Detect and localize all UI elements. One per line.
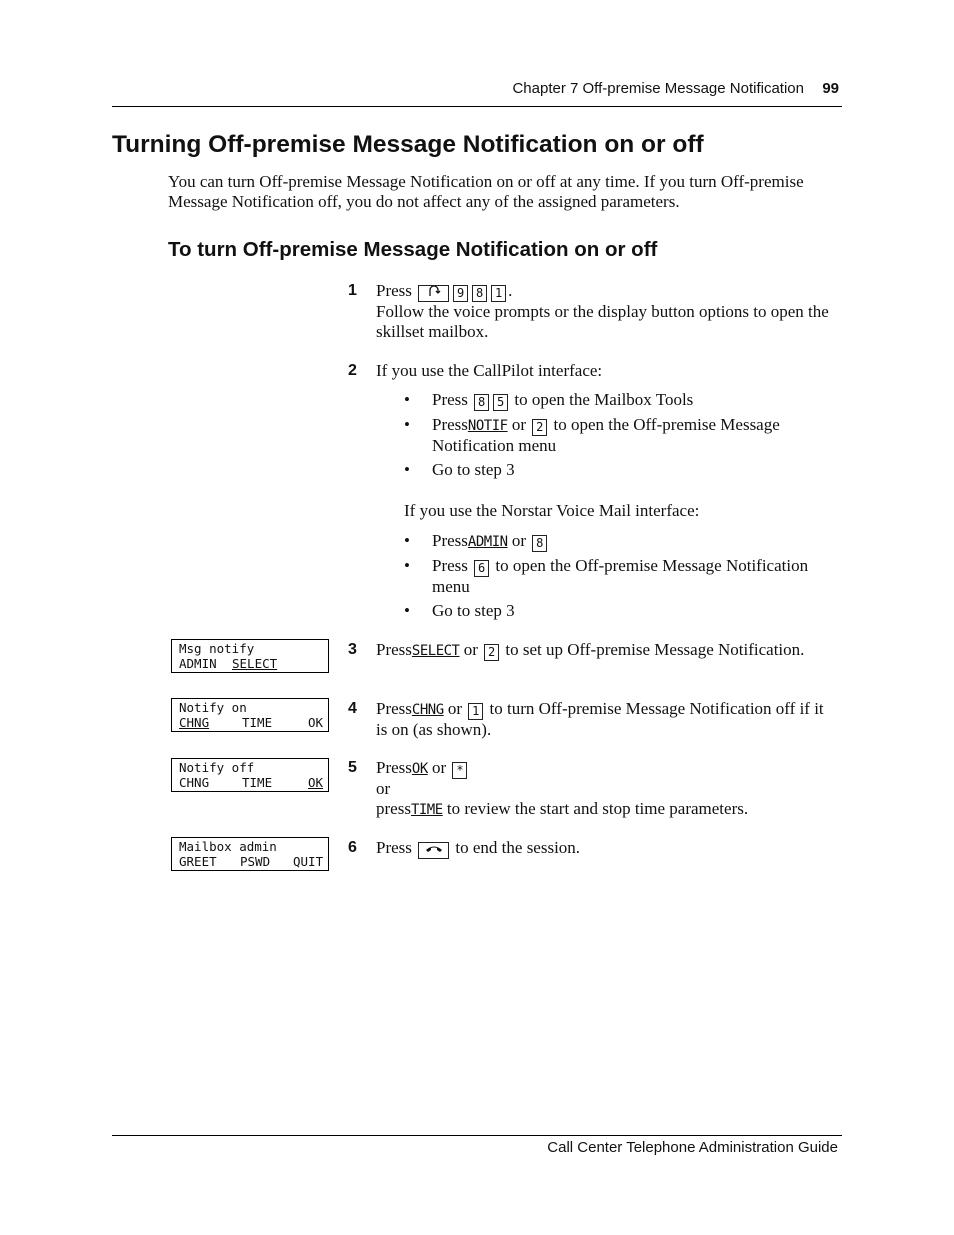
display-line: Notify on (179, 700, 247, 715)
bullet: • (404, 460, 410, 479)
display-softkey-chng: CHNG (179, 775, 210, 790)
release-key (418, 842, 449, 859)
press-label: Press (376, 758, 412, 777)
press-label: Press (432, 556, 468, 575)
dial-key-1: 1 (491, 285, 506, 302)
softkey-chng: CHNG (411, 702, 444, 718)
press-label: Press (376, 640, 412, 659)
display-line: Msg notify (179, 641, 255, 656)
or-label: or (432, 758, 447, 777)
dial-key-1: 1 (468, 703, 483, 720)
callpilot-bullet-1 (432, 390, 837, 411)
callpilot-intro: If you use the CallPilot interface: (376, 361, 603, 380)
softkey-time: TIME (410, 802, 443, 818)
dial-key-8: 8 (472, 285, 487, 302)
intro-paragraph: You can turn Off-premise Message Notification on or off at any time. If you turn Off-premise Message Notification off, you do not affect any of the assigned parameters. (168, 172, 804, 211)
page-header (112, 78, 842, 107)
chapter-title: Chapter 7 Off-premise Message Notification (512, 80, 804, 97)
display-softkey-ok: OK (308, 715, 324, 730)
step-number: 1 (348, 282, 357, 299)
display-softkey-pswd: PSWD (240, 854, 271, 869)
softkey-select: SELECT (411, 643, 460, 659)
page-footer (112, 1135, 842, 1156)
display-softkey-quit: QUIT (293, 854, 324, 869)
handset-icon (425, 844, 443, 854)
display-softkey-chng: CHNG (179, 715, 210, 730)
dial-key-8: 8 (532, 535, 547, 552)
press-label: Press (376, 699, 412, 718)
or-label: or (511, 531, 526, 550)
callpilot-bullet-3: Go to step 3 (432, 460, 515, 479)
page-number: 99 (822, 80, 839, 97)
feature-icon (427, 286, 441, 298)
step-5-text (376, 758, 836, 820)
norstar-bullet-2 (432, 556, 837, 597)
norstar-bullet-1 (432, 531, 837, 552)
press-label: Press (376, 281, 412, 300)
step-1-follow: Follow the voice prompts or the display button options to open the skillset mailbox. (376, 302, 829, 341)
procedure-title: To turn Off-premise Message Notification on or off (168, 238, 658, 261)
display-notify-off (171, 758, 329, 792)
step-number: 5 (348, 759, 357, 776)
dial-key-6: 6 (474, 560, 489, 577)
press-label: Press (432, 390, 468, 409)
display-notify-on (171, 698, 329, 732)
bullet: • (404, 601, 410, 620)
display-msg-notify (171, 639, 329, 673)
dial-key-2: 2 (484, 644, 499, 661)
display-softkey-admin: ADMIN (179, 656, 217, 671)
display-softkey-time: TIME (242, 775, 273, 790)
norstar-bullet-3: Go to step 3 (432, 601, 515, 620)
bullet: • (404, 390, 410, 409)
softkey-admin: ADMIN (467, 534, 508, 550)
bullet-text: to open the Mailbox Tools (514, 390, 694, 409)
step-text: to turn Off-premise Message Notification off if it is on (as shown). (376, 699, 824, 739)
display-softkey-select: SELECT (232, 656, 278, 671)
or-label: or (463, 640, 478, 659)
dial-key-2: 2 (532, 419, 547, 436)
norstar-intro: If you use the Norstar Voice Mail interface: (404, 501, 700, 520)
softkey-ok: OK (411, 761, 428, 777)
or-label: or (376, 779, 391, 798)
dial-key-9: 9 (453, 285, 468, 302)
step-number: 3 (348, 641, 357, 658)
bullet: • (404, 556, 410, 575)
display-line: Notify off (179, 760, 255, 775)
step-1-text (376, 281, 836, 342)
step-4-text (376, 699, 836, 740)
feature-key (418, 285, 449, 302)
or-label: or (511, 415, 526, 434)
step-text: to end the session. (455, 838, 581, 857)
callpilot-bullet-2 (432, 415, 837, 456)
bullet: • (404, 531, 410, 550)
dial-key-5: 5 (493, 394, 508, 411)
guide-title: Call Center Telephone Administration Guide (547, 1139, 838, 1156)
step-number: 4 (348, 700, 357, 717)
step-text: to review the start and stop time parameters. (446, 799, 749, 818)
or-label: or (447, 699, 463, 718)
bullet-text: to open the Off-premise Message Notification menu (432, 415, 780, 455)
display-softkey-time: TIME (242, 715, 273, 730)
display-softkey-greet: GREET (179, 854, 217, 869)
display-line: Mailbox admin (179, 839, 277, 854)
bullet-text: to open the Off-premise Message Notification menu (432, 556, 809, 596)
step-number: 2 (348, 362, 357, 379)
star-key: * (452, 762, 467, 779)
press-label: Press (376, 838, 412, 857)
step-6-text (376, 838, 836, 859)
press-label: Press (432, 415, 468, 434)
press-label: Press (432, 531, 468, 550)
dial-key-8: 8 (474, 394, 489, 411)
bullet: • (404, 415, 410, 434)
step-3-text (376, 640, 836, 661)
press-label: press (376, 799, 411, 818)
section-title: Turning Off-premise Message Notification on or off (112, 131, 704, 158)
display-mailbox-admin (171, 837, 329, 871)
period: . (508, 281, 513, 300)
step-number: 6 (348, 839, 357, 856)
display-softkey-ok: OK (308, 775, 324, 790)
step-text: to set up Off-premise Message Notification. (505, 640, 805, 659)
softkey-notif: NOTIF (467, 418, 508, 434)
